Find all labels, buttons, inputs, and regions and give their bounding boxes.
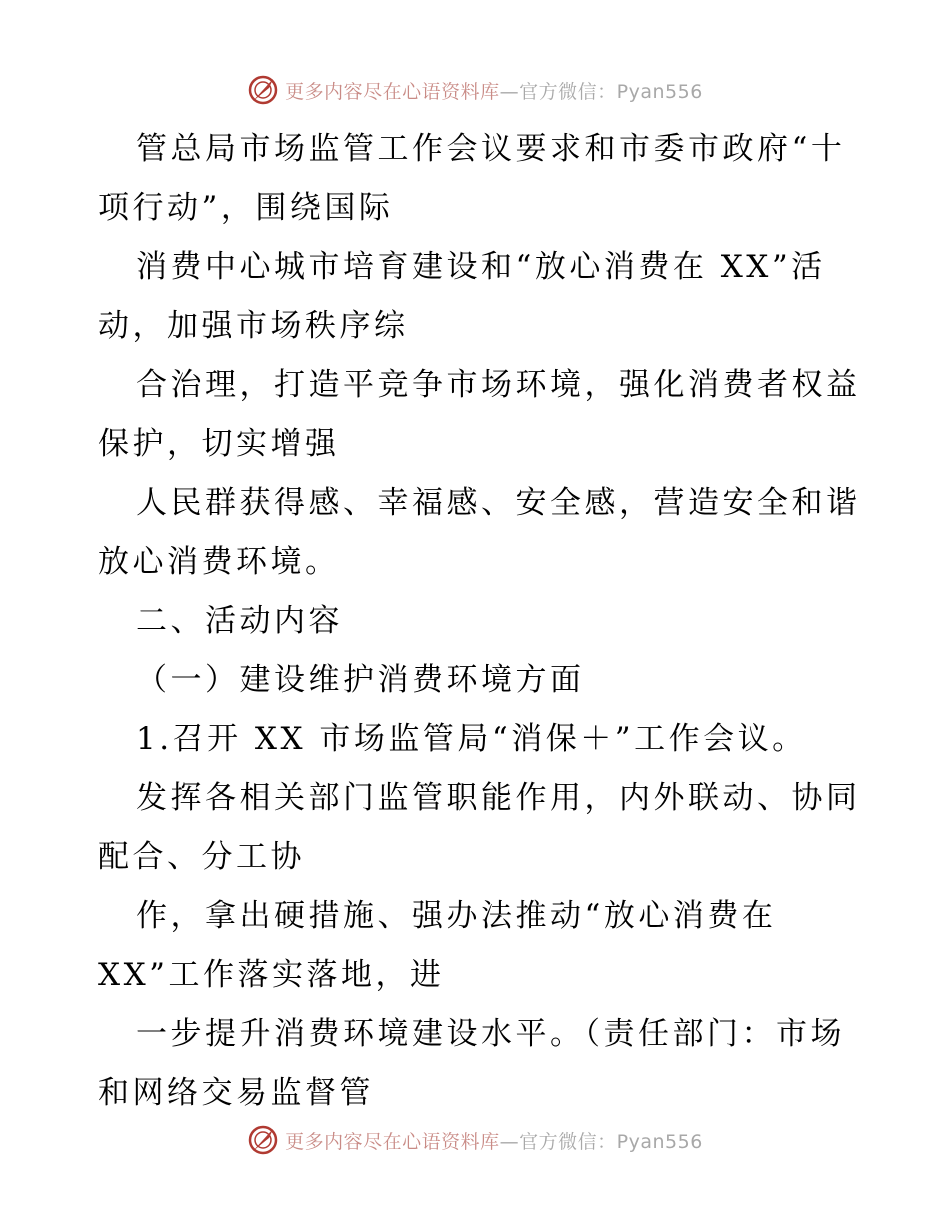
watermark-footer	[0, 1120, 950, 1160]
paragraph-line: 放心消费环境。	[98, 544, 340, 580]
document-body	[98, 120, 861, 1123]
paragraph-line: 一步提升消费环境建设水平。（责任部门：市场	[136, 1016, 845, 1052]
quill-logo-icon	[247, 74, 279, 106]
paragraph-line: 保护，切实增强	[98, 426, 340, 462]
watermark-sub: —官方微信：Pyan556	[499, 80, 703, 103]
paragraph-line: 合治理，打造平竞争市场环境，强化消费者权益	[136, 367, 861, 403]
paragraph	[98, 120, 858, 238]
paragraph-line: XX”工作落实落地，进	[98, 957, 445, 993]
watermark-brand: 更多内容尽在心语资料库	[285, 1130, 500, 1153]
paragraph-line: 动，加强市场秩序综	[98, 308, 409, 344]
section-heading: 二、活动内容	[136, 603, 343, 639]
paragraph	[98, 1005, 858, 1123]
paragraph-line: 作，拿出硬措施、强办法推动“放心消费在	[136, 898, 777, 934]
watermark-brand: 更多内容尽在心语资料库	[285, 80, 500, 103]
watermark-text	[285, 77, 703, 104]
watermark-header	[0, 70, 950, 110]
watermark-text	[285, 1127, 703, 1154]
paragraph	[98, 238, 858, 356]
paragraph-line: 配合、分工协	[98, 839, 305, 875]
paragraph	[98, 769, 861, 887]
paragraph	[98, 474, 861, 592]
paragraph-line: 人民群获得感、幸福感、安全感，营造安全和谐	[136, 485, 861, 521]
watermark-sub: —官方微信：Pyan556	[499, 1130, 703, 1153]
subsection-heading: （一）建设维护消费环境方面	[136, 662, 585, 698]
paragraph-line: 和网络交易监督管	[98, 1075, 374, 1111]
paragraph-line: 消费中心城市培育建设和“放心消费在 XX”活	[136, 249, 826, 285]
paragraph	[98, 887, 858, 1005]
paragraph	[98, 356, 861, 474]
paragraph-line: 管总局市场监管工作会议要求和市委市政府“十	[136, 131, 846, 167]
item-heading: 1.召开 XX 市场监管局“消保＋”工作会议。	[136, 721, 807, 757]
paragraph-line: 发挥各相关部门监管职能作用，内外联动、协同	[136, 780, 861, 816]
quill-logo-icon	[247, 1124, 279, 1156]
paragraph-line: 项行动”，围绕国际	[98, 190, 394, 226]
